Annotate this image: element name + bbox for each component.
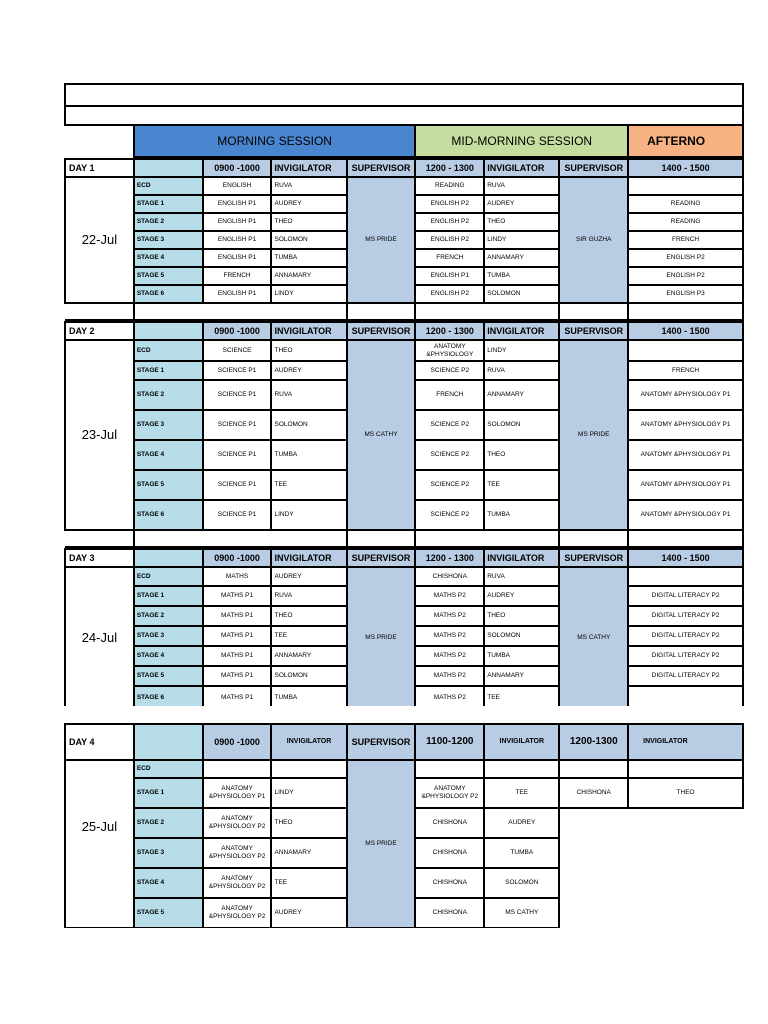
subject-cell: MATHS P1 <box>203 666 272 686</box>
invigilator-cell: THEO <box>271 340 346 361</box>
subject-cell: ANATOMY &PHYSIOLOGY P1 <box>628 410 743 440</box>
subject-cell: SCIENCE P2 <box>415 440 484 470</box>
time-slot: 1400 - 1500 <box>628 322 743 340</box>
table-row <box>65 177 743 195</box>
timetable-days-1-3 <box>64 83 744 158</box>
mid-morning-session-header: MID-MORNING SESSION <box>415 125 628 157</box>
stage-label: STAGE 1 <box>134 195 203 213</box>
supervisor-cell: MS PRIDE <box>347 760 416 928</box>
subject-cell: FRENCH <box>415 380 484 410</box>
day2-header-row <box>65 322 743 340</box>
invigilator-cell: TUMBA <box>484 838 559 868</box>
time-slot: 1400 - 1500 <box>628 159 743 177</box>
subject-cell: CHISHONA <box>415 808 484 838</box>
subject-cell: DIGITAL LITERACY P2 <box>628 606 743 626</box>
subject-cell: MATHS P1 <box>203 686 272 706</box>
invigilator-cell: TEE <box>484 686 559 706</box>
invigilator-cell: SOLOMON <box>271 410 346 440</box>
subject-cell: MATHS P1 <box>203 646 272 666</box>
invigilator-cell <box>271 760 346 778</box>
supervisor-cell: MS PRIDE <box>347 567 416 706</box>
subject-cell: ENGLISH P1 <box>203 249 272 267</box>
invigilator-cell: AUDREY <box>271 898 346 928</box>
subject-cell: CHISHONA <box>415 567 484 586</box>
supervisor-header: SUPERVISOR <box>559 159 628 177</box>
invigilator-cell: MS CATHY <box>484 898 559 928</box>
invigilator-cell: SOLOMON <box>271 231 346 249</box>
supervisor-header: SUPERVISOR <box>347 549 416 567</box>
stage-label: STAGE 3 <box>134 626 203 646</box>
time-slot: 1200-1300 <box>559 724 628 760</box>
invigilator-cell: TUMBA <box>484 267 559 285</box>
time-slot: 1200 - 1300 <box>415 322 484 340</box>
invigilator-cell: LINDY <box>484 340 559 361</box>
subject-cell: ENGLISH P2 <box>628 267 743 285</box>
day-label: DAY 1 <box>65 159 134 177</box>
invigilator-header: INVIGILATOR <box>271 159 346 177</box>
invigilator-cell: THEO <box>484 606 559 626</box>
morning-session-header: MORNING SESSION <box>134 125 416 157</box>
invigilator-cell: LINDY <box>271 500 346 530</box>
stage-label: STAGE 5 <box>134 267 203 285</box>
stage-label: STAGE 2 <box>134 808 203 838</box>
invigilator-cell: ANNAMARY <box>271 267 346 285</box>
subject-cell: SCIENCE P1 <box>203 380 272 410</box>
subject-cell: ANATOMY &PHYSIOLOGY P1 <box>203 778 272 808</box>
stage-label: STAGE 1 <box>134 361 203 380</box>
invigilator-cell: ANNAMARY <box>484 380 559 410</box>
stage-label: STAGE 2 <box>134 380 203 410</box>
invigilator-cell: SOLOMON <box>484 285 559 303</box>
subject-cell: ANATOMY &PHYSIOLOGY P1 <box>628 470 743 500</box>
stage-label: STAGE 6 <box>134 500 203 530</box>
subject-cell: SCIENCE P1 <box>203 361 272 380</box>
invigilator-cell: RUVA <box>271 380 346 410</box>
invigilator-cell: THEO <box>628 778 743 808</box>
subject-cell: SCIENCE P2 <box>415 500 484 530</box>
invigilator-cell: AUDREY <box>271 567 346 586</box>
subject-cell: ENGLISH P1 <box>203 213 272 231</box>
subject-cell <box>628 340 743 361</box>
invigilator-cell: TEE <box>484 778 559 808</box>
subject-cell: ANATOMY &PHYSIOLOGY P1 <box>628 440 743 470</box>
day-label: DAY 2 <box>65 322 134 340</box>
table-row <box>65 567 743 586</box>
subject-cell <box>415 760 484 778</box>
invigilator-header: INVIGILATOR <box>271 322 346 340</box>
invigilator-cell: ANNAMARY <box>484 666 559 686</box>
subject-cell: MATHS P1 <box>203 606 272 626</box>
day1-header-row <box>65 159 743 177</box>
stage-label: STAGE 4 <box>134 646 203 666</box>
subject-cell: ANATOMY &PHYSIOLOGY <box>415 340 484 361</box>
subject-cell: FRENCH <box>628 361 743 380</box>
invigilator-cell: THEO <box>484 440 559 470</box>
subtitle-row <box>65 106 743 125</box>
supervisor-cell: MS CATHY <box>347 340 416 530</box>
time-slot: 0900 -1000 <box>203 159 272 177</box>
invigilator-cell: RUVA <box>271 586 346 606</box>
subject-cell: ENGLISH P1 <box>415 267 484 285</box>
stage-label: STAGE 3 <box>134 838 203 868</box>
subject-cell: ENGLISH <box>203 177 272 195</box>
supervisor-cell: MS PRIDE <box>559 340 628 530</box>
stage-label: STAGE 3 <box>134 410 203 440</box>
stage-label: STAGE 1 <box>134 778 203 808</box>
invigilator-cell: TUMBA <box>271 686 346 706</box>
subject-cell: ENGLISH P2 <box>415 213 484 231</box>
subject-cell: ANATOMY &PHYSIOLOGY P2 <box>415 778 484 808</box>
subject-cell: ENGLISH P1 <box>203 195 272 213</box>
invigilator-cell: THEO <box>271 808 346 838</box>
invigilator-cell: TUMBA <box>271 440 346 470</box>
supervisor-header: SUPERVISOR <box>559 322 628 340</box>
invigilator-cell: RUVA <box>484 361 559 380</box>
subject-cell <box>559 760 628 778</box>
subject-cell: CHISHONA <box>415 838 484 868</box>
invigilator-header: INVIGILATOR <box>484 549 559 567</box>
time-slot: 0900 -1000 <box>203 549 272 567</box>
invigilator-cell <box>484 760 559 778</box>
day4-header-row <box>65 724 743 760</box>
stage-label: STAGE 4 <box>134 440 203 470</box>
subject-cell: CHISHONA <box>415 868 484 898</box>
invigilator-cell: SOLOMON <box>484 868 559 898</box>
invigilator-cell: TEE <box>271 626 346 646</box>
invigilator-header: INVIGILATOR <box>484 724 559 760</box>
subject-cell: READING <box>628 213 743 231</box>
subject-cell: DIGITAL LITERACY P2 <box>628 666 743 686</box>
subject-cell: MATHS P2 <box>415 626 484 646</box>
invigilator-cell: TUMBA <box>271 249 346 267</box>
invigilator-header: INVIGILATOR <box>484 159 559 177</box>
subject-cell: ENGLISH P2 <box>415 195 484 213</box>
subject-cell: ANATOMY &PHYSIOLOGY P2 <box>203 808 272 838</box>
subject-cell: ENGLISH P2 <box>415 285 484 303</box>
day-date: 25-Jul <box>65 760 134 928</box>
subject-cell <box>628 686 743 706</box>
stage-label: STAGE 5 <box>134 898 203 928</box>
day3-header-row <box>65 549 743 567</box>
day-date: 24-Jul <box>65 567 134 706</box>
subject-cell <box>628 567 743 586</box>
invigilator-cell: THEO <box>271 213 346 231</box>
stage-label: ECD <box>134 177 203 195</box>
stage-label: ECD <box>134 760 203 778</box>
stage-label: STAGE 1 <box>134 586 203 606</box>
stage-label: STAGE 6 <box>134 686 203 706</box>
stage-label: ECD <box>134 340 203 361</box>
time-slot: 0900 -1000 <box>203 322 272 340</box>
afternoon-session-header: AFTERNO <box>628 125 743 157</box>
invigilator-cell: LINDY <box>271 778 346 808</box>
time-slot: 1200 - 1300 <box>415 549 484 567</box>
day3-table <box>64 548 744 706</box>
table-row <box>65 340 743 361</box>
invigilator-cell <box>628 760 743 778</box>
subject-cell: ENGLISH P1 <box>203 231 272 249</box>
invigilator-cell: TEE <box>484 470 559 500</box>
invigilator-cell: SOLOMON <box>271 666 346 686</box>
day1-table <box>64 158 744 321</box>
subject-cell: SCIENCE P1 <box>203 440 272 470</box>
subject-cell: SCIENCE P1 <box>203 500 272 530</box>
supervisor-cell: SIR GUZHA <box>559 177 628 303</box>
day-date: 23-Jul <box>65 340 134 530</box>
invigilator-cell: ANNAMARY <box>271 646 346 666</box>
supervisor-cell: MS CATHY <box>559 567 628 706</box>
invigilator-cell: AUDREY <box>484 195 559 213</box>
subject-cell: ANATOMY &PHYSIOLOGY P1 <box>628 380 743 410</box>
timetable-block-1 <box>64 83 768 706</box>
subject-cell: FRENCH <box>628 231 743 249</box>
subject-cell: SCIENCE P2 <box>415 470 484 500</box>
spacer-row <box>65 530 743 547</box>
spacer-row <box>65 303 743 320</box>
subject-cell: CHISHONA <box>559 778 628 808</box>
subject-cell: MATHS P1 <box>203 626 272 646</box>
timetable-block-2 <box>64 723 768 928</box>
invigilator-cell: THEO <box>484 213 559 231</box>
subject-cell: MATHS P2 <box>415 686 484 706</box>
invigilator-cell: AUDREY <box>271 361 346 380</box>
subject-cell <box>628 177 743 195</box>
stage-label: STAGE 6 <box>134 285 203 303</box>
subject-cell: FRENCH <box>415 249 484 267</box>
invigilator-cell: LINDY <box>484 231 559 249</box>
subject-cell: MATHS P2 <box>415 586 484 606</box>
invigilator-cell: AUDREY <box>484 808 559 838</box>
subject-cell: FRENCH <box>203 267 272 285</box>
subject-cell: DIGITAL LITERACY P2 <box>628 626 743 646</box>
time-slot: 0900 -1000 <box>203 724 272 760</box>
invigilator-cell: RUVA <box>484 567 559 586</box>
day-label: DAY 4 <box>65 724 134 760</box>
subject-cell: DIGITAL LITERACY P2 <box>628 646 743 666</box>
table-row <box>65 760 743 778</box>
session-header-row <box>65 125 743 157</box>
stage-label: STAGE 4 <box>134 249 203 267</box>
day-label: DAY 3 <box>65 549 134 567</box>
invigilator-cell: SOLOMON <box>484 410 559 440</box>
subject-cell: ENGLISH P2 <box>415 231 484 249</box>
title-row <box>65 84 743 106</box>
invigilator-cell: RUVA <box>484 177 559 195</box>
day4-table <box>64 723 744 928</box>
invigilator-header: INVIGILATOR <box>271 549 346 567</box>
invigilator-cell: TEE <box>271 868 346 898</box>
subject-cell: ENGLISH P3 <box>628 285 743 303</box>
supervisor-cell: MS PRIDE <box>347 177 416 303</box>
subject-cell: SCIENCE P2 <box>415 410 484 440</box>
invigilator-cell: RUVA <box>271 177 346 195</box>
subject-cell: SCIENCE P1 <box>203 470 272 500</box>
subject-cell <box>203 760 272 778</box>
invigilator-cell: ANNAMARY <box>271 838 346 868</box>
invigilator-cell: TEE <box>271 470 346 500</box>
subject-cell: ANATOMY &PHYSIOLOGY P2 <box>203 898 272 928</box>
subject-cell: SCIENCE <box>203 340 272 361</box>
invigilator-header: INVIGILATOR <box>628 724 743 760</box>
invigilator-cell: THEO <box>271 606 346 626</box>
subject-cell: MATHS P2 <box>415 646 484 666</box>
time-slot: 1400 - 1500 <box>628 549 743 567</box>
subject-cell: MATHS <box>203 567 272 586</box>
stage-label: STAGE 5 <box>134 470 203 500</box>
subject-cell: ANATOMY &PHYSIOLOGY P2 <box>203 868 272 898</box>
subject-cell: MATHS P1 <box>203 586 272 606</box>
subject-cell: READING <box>415 177 484 195</box>
invigilator-cell: LINDY <box>271 285 346 303</box>
stage-label: STAGE 2 <box>134 213 203 231</box>
invigilator-header: INVIGILATOR <box>484 322 559 340</box>
invigilator-header: INVIGILATOR <box>271 724 346 760</box>
subject-cell: SCIENCE P2 <box>415 361 484 380</box>
supervisor-header: SUPERVISOR <box>347 724 416 760</box>
subject-cell: ANATOMY &PHYSIOLOGY P2 <box>203 838 272 868</box>
subject-cell: CHISHONA <box>415 898 484 928</box>
stage-label: STAGE 2 <box>134 606 203 626</box>
time-slot: 1200 - 1300 <box>415 159 484 177</box>
day-date: 22-Jul <box>65 177 134 303</box>
subject-cell: ENGLISH P2 <box>628 249 743 267</box>
subject-cell: DIGITAL LITERACY P2 <box>628 586 743 606</box>
time-slot: 1100-1200 <box>415 724 484 760</box>
stage-label: ECD <box>134 567 203 586</box>
stage-label: STAGE 4 <box>134 868 203 898</box>
subject-cell: READING <box>628 195 743 213</box>
subject-cell: SCIENCE P1 <box>203 410 272 440</box>
invigilator-cell: TUMBA <box>484 500 559 530</box>
invigilator-cell: AUDREY <box>484 586 559 606</box>
supervisor-header: SUPERVISOR <box>347 159 416 177</box>
subject-cell: MATHS P2 <box>415 606 484 626</box>
supervisor-header: SUPERVISOR <box>347 322 416 340</box>
subject-cell: ENGLISH P1 <box>203 285 272 303</box>
invigilator-cell: AUDREY <box>271 195 346 213</box>
stage-label: STAGE 3 <box>134 231 203 249</box>
invigilator-cell: TUMBA <box>484 646 559 666</box>
subject-cell: MATHS P2 <box>415 666 484 686</box>
supervisor-header: SUPERVISOR <box>559 549 628 567</box>
subject-cell: ANATOMY &PHYSIOLOGY P1 <box>628 500 743 530</box>
invigilator-cell: SOLOMON <box>484 626 559 646</box>
invigilator-cell: ANNAMARY <box>484 249 559 267</box>
day2-table <box>64 321 744 548</box>
stage-label: STAGE 5 <box>134 666 203 686</box>
